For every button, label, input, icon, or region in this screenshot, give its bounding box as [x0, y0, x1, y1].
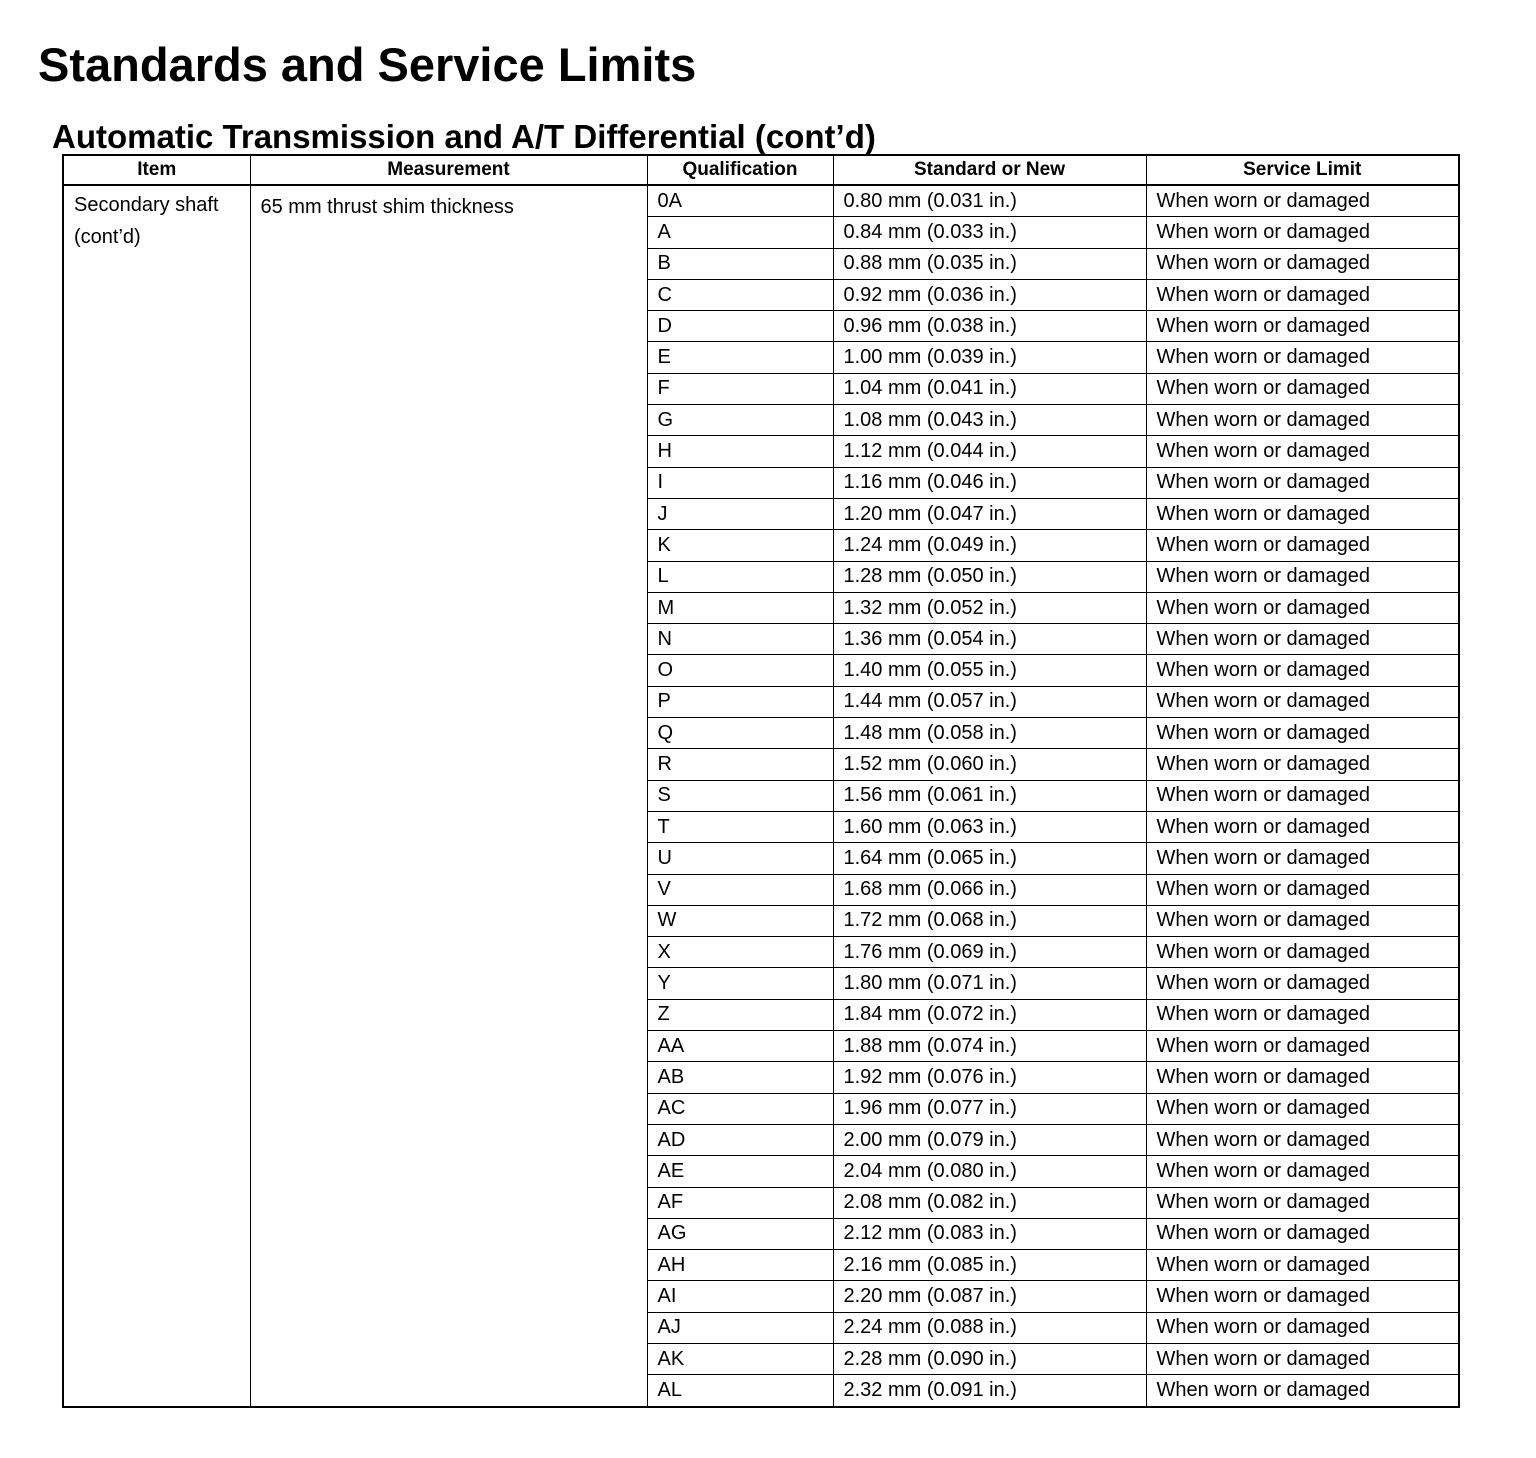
qualification-cell: E [647, 342, 833, 373]
service-limit-cell: When worn or damaged [1146, 561, 1459, 592]
qualification-cell: R [647, 749, 833, 780]
qualification-cell: AH [647, 1250, 833, 1281]
qualification-cell: C [647, 279, 833, 310]
service-limit-cell: When worn or damaged [1146, 1312, 1459, 1343]
header-standard: Standard or New [833, 155, 1146, 185]
service-limit-cell: When worn or damaged [1146, 968, 1459, 999]
service-limit-cell: When worn or damaged [1146, 1031, 1459, 1062]
service-limit-cell: When worn or damaged [1146, 1156, 1459, 1187]
standard-cell: 1.68 mm (0.066 in.) [833, 874, 1146, 905]
section-title: Automatic Transmission and A/T Differential (cont’d) [52, 118, 876, 155]
service-limit-cell: When worn or damaged [1146, 1281, 1459, 1312]
standard-cell: 2.12 mm (0.083 in.) [833, 1218, 1146, 1249]
standard-cell: 1.64 mm (0.065 in.) [833, 843, 1146, 874]
standard-cell: 1.76 mm (0.069 in.) [833, 937, 1146, 968]
qualification-cell: N [647, 624, 833, 655]
qualification-cell: Q [647, 718, 833, 749]
service-limit-cell: When worn or damaged [1146, 1124, 1459, 1155]
standard-cell: 2.00 mm (0.079 in.) [833, 1124, 1146, 1155]
standard-cell: 2.20 mm (0.087 in.) [833, 1281, 1146, 1312]
standard-cell: 1.40 mm (0.055 in.) [833, 655, 1146, 686]
qualification-cell: A [647, 217, 833, 248]
qualification-cell: AK [647, 1343, 833, 1374]
service-limit-cell: When worn or damaged [1146, 248, 1459, 279]
standard-cell: 1.44 mm (0.057 in.) [833, 686, 1146, 717]
qualification-cell: AL [647, 1375, 833, 1407]
standard-cell: 1.04 mm (0.041 in.) [833, 373, 1146, 404]
qualification-cell: B [647, 248, 833, 279]
qualification-cell: H [647, 436, 833, 467]
service-limit-cell: When worn or damaged [1146, 592, 1459, 623]
qualification-cell: X [647, 937, 833, 968]
measurement-cell: 65 mm thrust shim thickness [250, 185, 647, 1407]
qualification-cell: K [647, 530, 833, 561]
service-limit-cell: When worn or damaged [1146, 467, 1459, 498]
table-header [63, 155, 1459, 185]
qualification-cell: D [647, 311, 833, 342]
service-limit-cell: When worn or damaged [1146, 655, 1459, 686]
service-limit-cell: When worn or damaged [1146, 1343, 1459, 1374]
standard-cell: 1.56 mm (0.061 in.) [833, 780, 1146, 811]
standard-cell: 1.48 mm (0.058 in.) [833, 718, 1146, 749]
standard-cell: 1.60 mm (0.063 in.) [833, 811, 1146, 842]
service-limit-cell: When worn or damaged [1146, 1250, 1459, 1281]
standard-cell: 1.84 mm (0.072 in.) [833, 999, 1146, 1030]
qualification-cell: AD [647, 1124, 833, 1155]
qualification-cell: M [647, 592, 833, 623]
qualification-cell: J [647, 498, 833, 529]
standard-cell: 1.80 mm (0.071 in.) [833, 968, 1146, 999]
service-limit-cell: When worn or damaged [1146, 624, 1459, 655]
standard-cell: 1.32 mm (0.052 in.) [833, 592, 1146, 623]
service-limit-cell: When worn or damaged [1146, 718, 1459, 749]
standard-cell: 2.28 mm (0.090 in.) [833, 1343, 1146, 1374]
standard-cell: 1.08 mm (0.043 in.) [833, 405, 1146, 436]
standard-cell: 1.28 mm (0.050 in.) [833, 561, 1146, 592]
standard-cell: 2.04 mm (0.080 in.) [833, 1156, 1146, 1187]
service-limit-cell: When worn or damaged [1146, 279, 1459, 310]
standard-cell: 0.88 mm (0.035 in.) [833, 248, 1146, 279]
qualification-cell: AE [647, 1156, 833, 1187]
standard-cell: 1.12 mm (0.044 in.) [833, 436, 1146, 467]
table-body [63, 185, 1459, 1407]
service-limit-cell: When worn or damaged [1146, 530, 1459, 561]
service-limit-cell: When worn or damaged [1146, 874, 1459, 905]
qualification-cell: P [647, 686, 833, 717]
service-limit-cell: When worn or damaged [1146, 311, 1459, 342]
qualification-cell: O [647, 655, 833, 686]
standard-cell: 1.88 mm (0.074 in.) [833, 1031, 1146, 1062]
qualification-cell: AA [647, 1031, 833, 1062]
standard-cell: 1.96 mm (0.077 in.) [833, 1093, 1146, 1124]
service-limit-cell: When worn or damaged [1146, 436, 1459, 467]
qualification-cell: F [647, 373, 833, 404]
qualification-cell: AC [647, 1093, 833, 1124]
qualification-cell: AF [647, 1187, 833, 1218]
qualification-cell: S [647, 780, 833, 811]
service-limit-cell: When worn or damaged [1146, 1093, 1459, 1124]
service-limit-cell: When worn or damaged [1146, 749, 1459, 780]
spec-table [62, 154, 1460, 1408]
standard-cell: 1.20 mm (0.047 in.) [833, 498, 1146, 529]
standard-cell: 1.92 mm (0.076 in.) [833, 1062, 1146, 1093]
qualification-cell: T [647, 811, 833, 842]
item-cell: Secondary shaft (cont’d) [63, 185, 250, 1407]
standard-cell: 1.16 mm (0.046 in.) [833, 467, 1146, 498]
standard-cell: 1.52 mm (0.060 in.) [833, 749, 1146, 780]
table-row [63, 185, 1459, 217]
standard-cell: 0.92 mm (0.036 in.) [833, 279, 1146, 310]
standard-cell: 1.00 mm (0.039 in.) [833, 342, 1146, 373]
qualification-cell: W [647, 905, 833, 936]
qualification-cell: AJ [647, 1312, 833, 1343]
qualification-cell: 0A [647, 185, 833, 217]
service-limit-cell: When worn or damaged [1146, 780, 1459, 811]
service-limit-cell: When worn or damaged [1146, 1218, 1459, 1249]
qualification-cell: AB [647, 1062, 833, 1093]
qualification-cell: L [647, 561, 833, 592]
header-qualification: Qualification [647, 155, 833, 185]
service-limit-cell: When worn or damaged [1146, 686, 1459, 717]
service-limit-cell: When worn or damaged [1146, 217, 1459, 248]
qualification-cell: AG [647, 1218, 833, 1249]
service-limit-cell: When worn or damaged [1146, 905, 1459, 936]
standard-cell: 2.08 mm (0.082 in.) [833, 1187, 1146, 1218]
service-limit-cell: When worn or damaged [1146, 1062, 1459, 1093]
standard-cell: 2.32 mm (0.091 in.) [833, 1375, 1146, 1407]
header-service-limit: Service Limit [1146, 155, 1459, 185]
service-limit-cell: When worn or damaged [1146, 185, 1459, 217]
qualification-cell: I [647, 467, 833, 498]
service-limit-cell: When worn or damaged [1146, 999, 1459, 1030]
service-limit-cell: When worn or damaged [1146, 1187, 1459, 1218]
service-limit-cell: When worn or damaged [1146, 405, 1459, 436]
service-limit-cell: When worn or damaged [1146, 1375, 1459, 1407]
header-item: Item [63, 155, 250, 185]
standard-cell: 1.24 mm (0.049 in.) [833, 530, 1146, 561]
service-limit-cell: When worn or damaged [1146, 811, 1459, 842]
standard-cell: 1.72 mm (0.068 in.) [833, 905, 1146, 936]
standard-cell: 0.96 mm (0.038 in.) [833, 311, 1146, 342]
qualification-cell: V [647, 874, 833, 905]
service-limit-cell: When worn or damaged [1146, 373, 1459, 404]
page-title: Standards and Service Limits [38, 38, 697, 91]
service-limit-cell: When worn or damaged [1146, 937, 1459, 968]
qualification-cell: Z [647, 999, 833, 1030]
service-limit-cell: When worn or damaged [1146, 843, 1459, 874]
standard-cell: 2.24 mm (0.088 in.) [833, 1312, 1146, 1343]
standard-cell: 0.84 mm (0.033 in.) [833, 217, 1146, 248]
service-limit-cell: When worn or damaged [1146, 498, 1459, 529]
service-limit-cell: When worn or damaged [1146, 342, 1459, 373]
qualification-cell: Y [647, 968, 833, 999]
qualification-cell: U [647, 843, 833, 874]
qualification-cell: AI [647, 1281, 833, 1312]
standard-cell: 2.16 mm (0.085 in.) [833, 1250, 1146, 1281]
standard-cell: 1.36 mm (0.054 in.) [833, 624, 1146, 655]
header-measurement: Measurement [250, 155, 647, 185]
qualification-cell: G [647, 405, 833, 436]
header-row [63, 155, 1459, 185]
standard-cell: 0.80 mm (0.031 in.) [833, 185, 1146, 217]
